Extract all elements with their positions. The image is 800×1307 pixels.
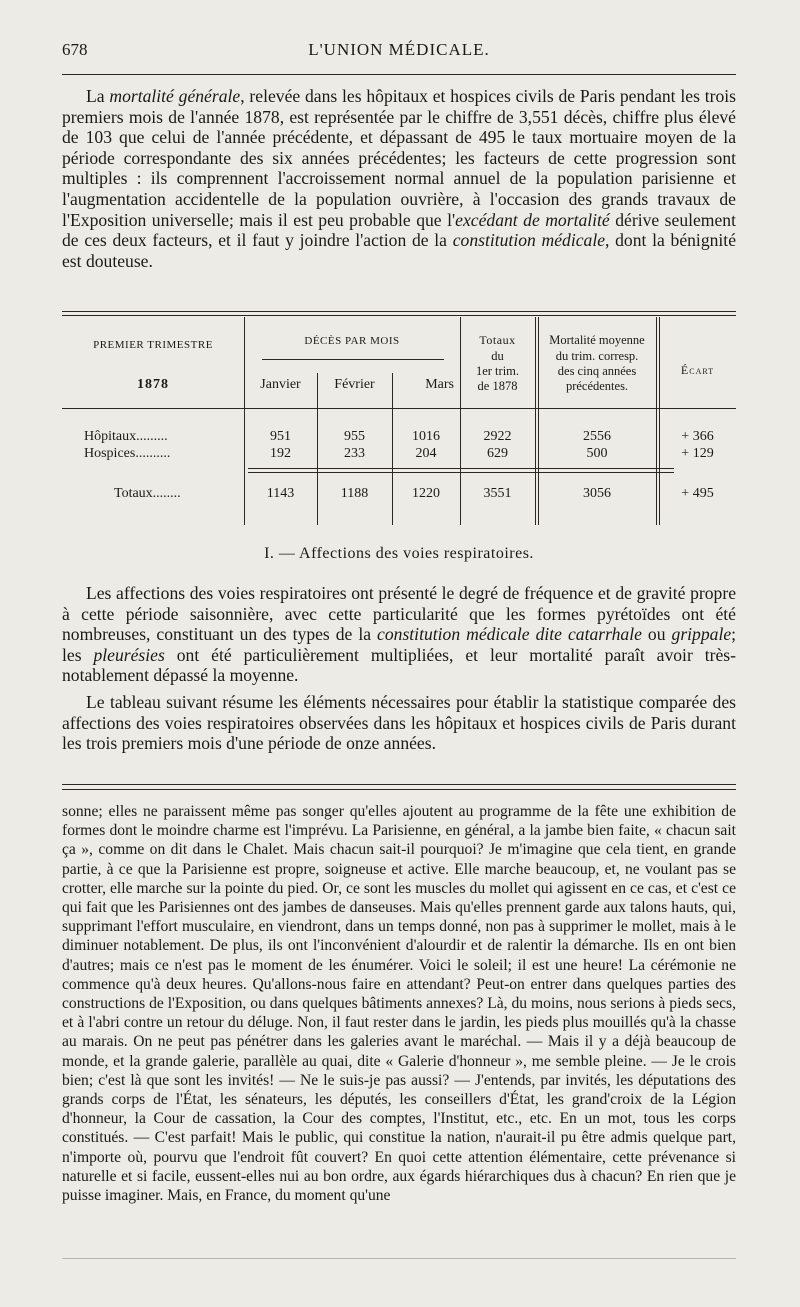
header-totaux: Totaux [479, 333, 516, 347]
feuilleton-text: sonne; elles ne paraissent même pas songer qu'elles ajoutent au programme de la fête une exhibition de formes dont le moindre charme est l'imprévu. La Parisienne, en général, a la jambe bien faite, « chacun sait ça », comme on dit dans le Chalet. Mais chacun sait-il pourquoi? Je m'imagine que cela tient, en grande partie, à ce que la Parisienne est propre, soigneuse et active. Elle marche beaucoup, et, ne voulant pas se crotter, elle marche sur la pointe du pied. Or, ce sont les muscles du mollet qui agissent en ce cas, et c'est ce qui fait que les Parisiennes ont des jambes de danseuses. Mais qu'elles prennent garde aux talons hauts, qui, supprimant l'effort musculaire, en viendront, dans un temps donné, non pas à supprimer le mollet, mais à le diminuer notablement. De plus, ils ont l'inconvénient d'alourdir et de ralentir la démarche. Ils en ont bien d'autres; mais ce n'est pas le moment de les énumérer. Voici le soleil; il est une heure! La cérémonie ne commence qu'à deux heures. Qu'allons-nous faire en attendant? Peut-on entrer dans quelques parties des constructions de l'Exposition, ou dans quelques bâtiments annexes? Là, du moins, nous serions à pieds secs, et à l'abri contre un retour du déluge. Non, il faut rester dans le jardin, les pieds plus mouillés qu'à la chasse au marais. On ne peut pas pénétrer dans les galeries avant le maréchal. — Mais il y a déjà beaucoup de monde, et la grande galerie, parallèle au quai, dite « Galerie d'honneur », me semble pleine. — Je le crois bien; c'est là que sont les invités! — Ne le suis-je pas aussi? — J'entends, par invités, les députations des grands corps de l'État, les sénateurs, les députés, les conseillers d'État, les grand'croix de la Légion d'honneur, la Cour de cassation, la Cour des comptes, l'Institut, etc., etc. En un mot, tous les corps constitués. — C'est parfait! Mais le public, qui constitue la nation, n'aurait-il pu être admis quelque part, n'importe où, pourvu que l'endroit fût couvert? En quoi cette attention élémentaire, cette prévenance si naturelle et si facile, eussent-elles nui au bon ordre, aux égards hiérarchiques dus à chacun? En rien que je puisse imaginer. Mais, en France, du moment qu'une [62, 803, 736, 1205]
header-ecart: Écart [680, 363, 715, 377]
footer-rule [62, 1258, 736, 1259]
header-mars: Mars [425, 377, 454, 392]
row-label-hospices: Hospices.......... [84, 446, 171, 461]
running-title: L'UNION MÉDICALE. [308, 40, 490, 59]
mortality-table: PREMIER TRIMESTRE 1878 DÉCÈS PAR MOIS Janvier Février Mars Totaux du 1er trim. de 1878 Mortalité moyenne du trim. corresp. des cinq années précédentes. Écart Hôpitaux......... 951 955 1016 2922 2556 + 366 Hospices.......... 192 233 204 629 500 + 129 Totaux........ 1143 1188 1220 3551 3056 + 495 [62, 311, 736, 525]
page-number: 678 [62, 40, 88, 59]
header-janvier: Janvier [260, 377, 301, 392]
header-period: PREMIER TRIMESTRE [93, 339, 213, 351]
header-rule [62, 74, 736, 75]
header-year: 1878 [137, 377, 169, 392]
intro-paragraph: La mortalité générale, relevée dans les hôpitaux et hospices civils de Paris pendant les trois premiers mois de l'année 1878, est représentée par le chiffre de 3,551 décès, chiffre plus élevé de 103 que celui de l'année précédente, et dépassant de 495 le taux mortuaire moyen de la période correspondante des six années précédentes; les facteurs de cette progression sont multiples : ils comprennent l'accroissement normal annuel de la population parisienne et l'augmentation accidentelle de la population ouvrière, à l'occasion des grands travaux de l'Exposition universelle; mais il est peu probable que l'excédant de mortalité dérive seulement de ces deux facteurs, et il faut y joindre l'action de la constitution médicale, dont la bénignité est douteuse. [62, 86, 736, 271]
header-deces: DÉCÈS PAR MOIS [304, 335, 400, 347]
table-header-rule [62, 408, 736, 409]
page-header [62, 40, 736, 68]
row-label-hopitaux: Hôpitaux......... [84, 429, 168, 444]
table-top-rule [62, 311, 736, 312]
header-fevrier: Février [334, 377, 375, 392]
table-intro-paragraph: Le tableau suivant résume les éléments nécessaires pour établir la statistique comparée des affections des voies respiratoires observées dans les hôpitaux et hospices civils de Paris durant les trois premiers mois d'une période de onze années. [62, 692, 736, 754]
section-title: I. — Affections des voies respiratoires. [264, 545, 534, 562]
row-label-totaux: Totaux........ [114, 486, 181, 501]
header-mortalite-moyenne: Mortalité moyenne [549, 333, 645, 347]
feuilleton-rule [62, 784, 736, 790]
respiratory-paragraph: Les affections des voies respiratoires ont présenté le degré de fréquence et de gravité propre à cette période saisonnière, avec cette particularité que les formes pyrétoïdes ont été nombreuses, constituant un des types de la constitution médicale dite catarrhale ou grippale; les pleurésies ont été particulièrement multipliées, et leur mortalité paraît avoir très-notablement dépassé la moyenne. [62, 583, 737, 686]
